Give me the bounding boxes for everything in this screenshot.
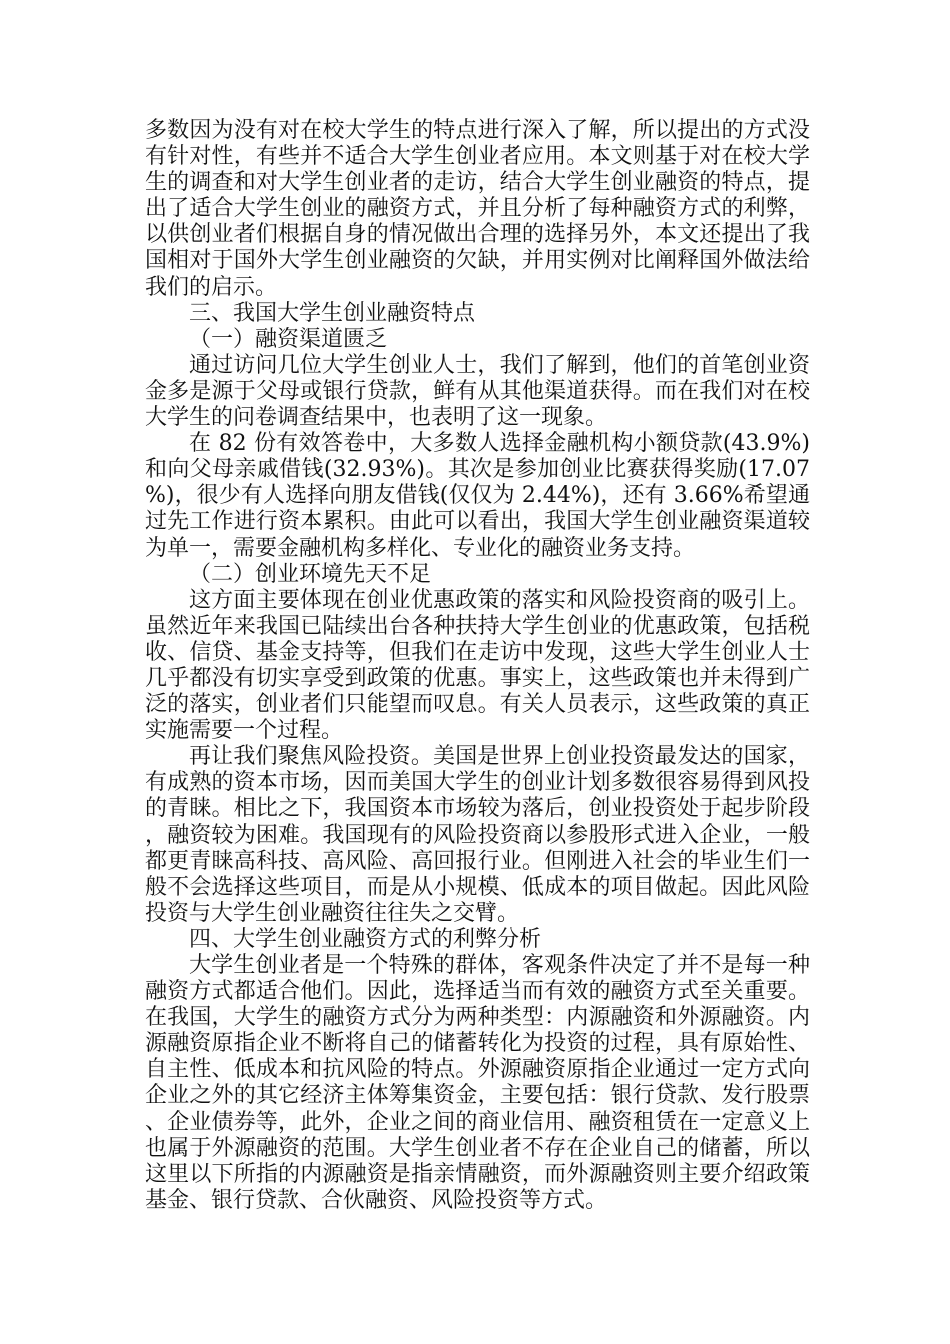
paragraph-3-1-b: 在 82 份有效答卷中，大多数人选择金融机构小额贷款(43.9%)和向父母亲戚借钱(32.93%)。其次是参加创业比赛获得奖励(17.07%)，很少有人选择向朋友借钱(仅仅为 2.44%)，还有 3.66%希望通过先工作进行资本累积。由此可以看出，我国大学生创业融资渠道较为单一，需要金融机构多样化、专业化的融资业务支持。 xyxy=(145,431,810,561)
paragraph-3-2-b: 再让我们聚焦风险投资。美国是世界上创业投资最发达的国家，有成熟的资本市场，因而美国大学生的创业计划多数很容易得到风投的青睐。相比之下，我国资本市场较为落后，创业投资处于起步阶段，融资较为困难。我国现有的风险投资商以参股形式进入企业，一般都更青睐高科技、高风险、高回报行业。但刚进入社会的毕业生们一般不会选择这些项目，而是从小规模、低成本的项目做起。因此风险投资与大学生创业融资往往失之交臂。 xyxy=(145,744,810,926)
paragraph-3-1-a: 通过访问几位大学生创业人士，我们了解到，他们的首笔创业资金多是源于父母或银行贷款，鲜有从其他渠道获得。而在我们对在校大学生的问卷调查结果中，也表明了这一现象。 xyxy=(145,352,810,431)
paragraph-4-a: 大学生创业者是一个特殊的群体，客观条件决定了并不是每一种融资方式都适合他们。因此，选择适当而有效的融资方式至关重要。在我国，大学生的融资方式分为两种类型：内源融资和外源融资。内源融资原指企业不断将自己的储蓄转化为投资的过程，具有原始性、自主性、低成本和抗风险的特点。外源融资原指企业通过一定方式向企业之外的其它经济主体筹集资金，主要包括：银行贷款、发行股票、企业债券等，此外，企业之间的商业信用、融资租赁在一定意义上也属于外源融资的范围。大学生创业者不存在企业自己的储蓄，所以这里以下所指的内源融资是指亲情融资，而外源融资则主要介绍政策基金、银行贷款、合伙融资、风险投资等方式。 xyxy=(145,953,810,1213)
section-heading-4: 四、大学生创业融资方式的利弊分析 xyxy=(189,926,542,952)
subsection-heading-3-1: （一）融资渠道匮乏 xyxy=(189,326,388,352)
paragraph-3-2-a: 这方面主要体现在创业优惠政策的落实和风险投资商的吸引上。虽然近年来我国已陆续出台各种扶持大学生创业的优惠政策，包括税收、信贷、基金支持等，但我们在走访中发现，这些大学生创业人士几乎都没有切实享受到政策的优惠。事实上，这些政策也并未得到广泛的落实，创业者们只能望而叹息。有关人员表示，这些政策的真正实施需要一个过程。 xyxy=(145,587,810,744)
subsection-heading-3-2: （二）创业环境先天不足 xyxy=(189,561,432,587)
paragraph-intro: 多数因为没有对在校大学生的特点进行深入了解，所以提出的方式没有针对性，有些并不适合大学生创业者应用。本文则基于对在校大学生的调查和对大学生创业者的走访，结合大学生创业融资的特点，提出了适合大学生创业的融资方式，并且分析了每种融资方式的利弊，以供创业者们根据自身的情况做出合理的选择另外，本文还提出了我国相对于国外大学生创业融资的欠缺，并用实例对比阐释国外做法给我们的启示。 xyxy=(145,118,810,300)
document-page xyxy=(145,118,810,1214)
section-heading-3: 三、我国大学生创业融资特点 xyxy=(189,300,476,326)
